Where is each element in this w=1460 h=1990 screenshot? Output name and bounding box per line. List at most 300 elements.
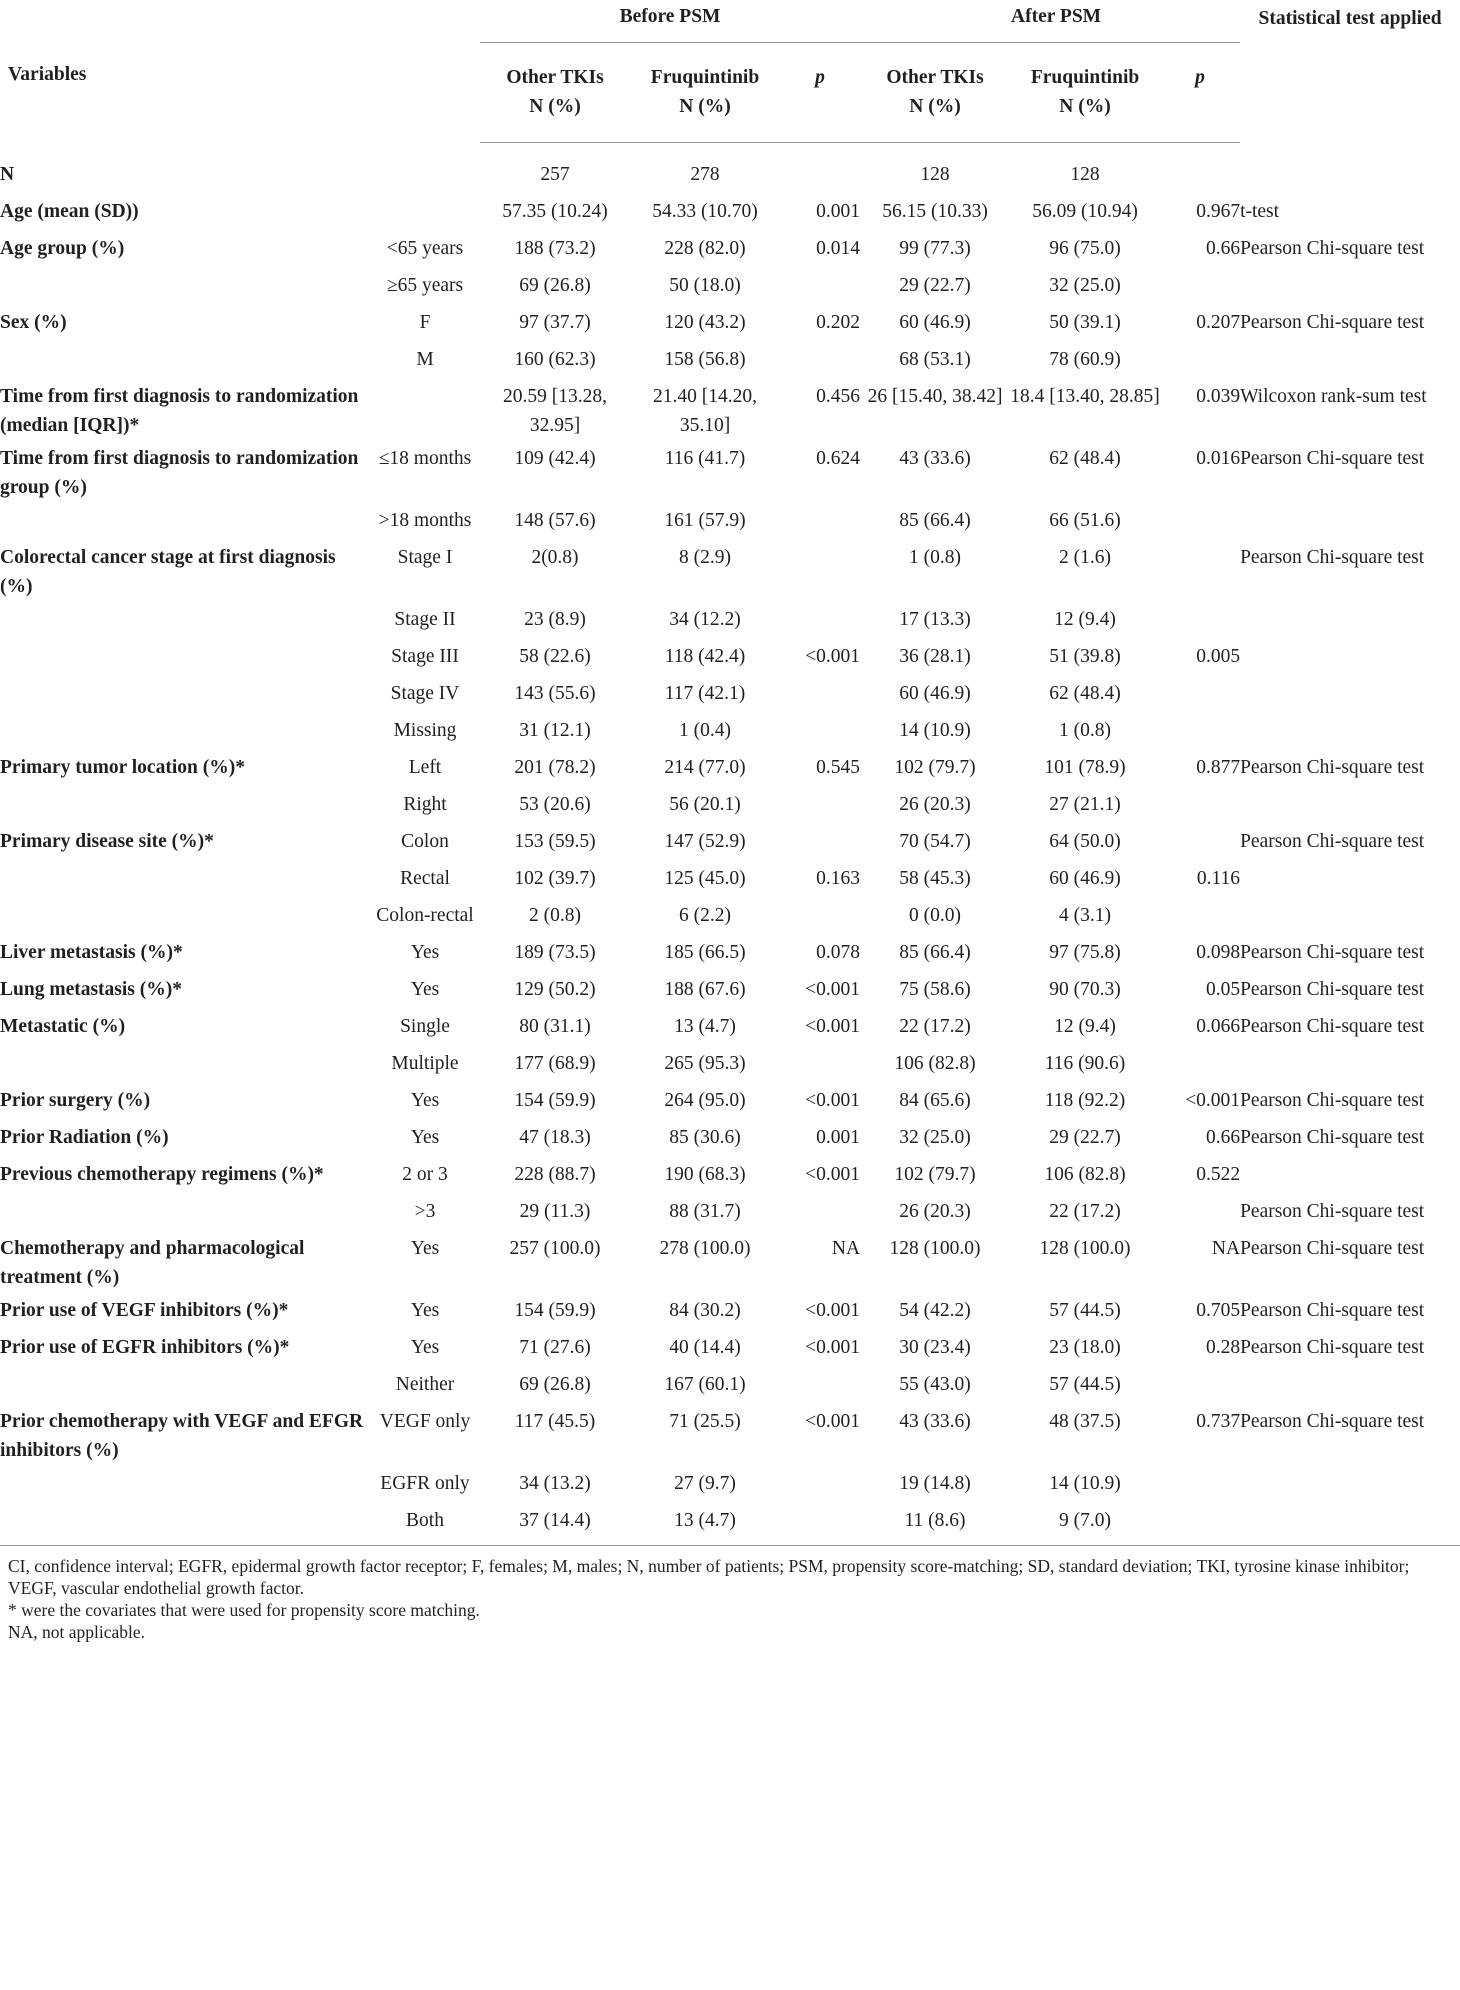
before-other-tkis-cell xyxy=(480,304,630,341)
before-p-text xyxy=(780,156,860,160)
before-other-tkis-text: 80 (31.1) xyxy=(519,1016,591,1037)
before-fruquintinib-text: 228 (82.0) xyxy=(664,238,746,259)
category-cell xyxy=(370,1230,480,1292)
before-other-tkis-text: 31 (12.1) xyxy=(519,720,591,741)
category-text: Stage II xyxy=(394,609,456,630)
category-text: 2 or 3 xyxy=(402,1164,448,1185)
before-fruquintinib-text: 125 (45.0) xyxy=(664,868,746,889)
variable-cell xyxy=(0,1403,370,1465)
variable-text xyxy=(0,1465,370,1469)
variable-cell xyxy=(0,1119,370,1156)
before-other-tkis-text: 69 (26.8) xyxy=(519,275,591,296)
before-p-cell xyxy=(780,638,860,675)
before-other-tkis-cell xyxy=(480,1502,630,1539)
statistical-test-text: Pearson Chi-square test xyxy=(1240,942,1425,963)
table-row xyxy=(0,1008,1460,1045)
category-cell xyxy=(370,1366,480,1403)
before-p-cell xyxy=(780,786,860,823)
before-fruquintinib-text: 147 (52.9) xyxy=(664,831,746,852)
after-other-tkis-text: 1 (0.8) xyxy=(909,547,962,568)
variable-cell xyxy=(0,1082,370,1119)
before-fruquintinib-cell xyxy=(630,1292,780,1329)
before-p-cell xyxy=(780,193,860,230)
table-row xyxy=(0,786,1460,823)
before-p-text: 0.163 xyxy=(816,868,861,889)
before-p-text xyxy=(780,1045,860,1049)
after-fruquintinib-text: 62 (48.4) xyxy=(1049,448,1121,469)
variable-text xyxy=(0,712,370,716)
before-fruquintinib-text: 161 (57.9) xyxy=(664,510,746,531)
before-fruquintinib-cell xyxy=(630,267,780,304)
before-p-cell xyxy=(780,156,860,193)
after-p-cell xyxy=(1160,786,1240,823)
statistical-test-text: t-test xyxy=(1240,201,1280,222)
statistical-test-cell xyxy=(1240,971,1460,1008)
before-fruquintinib-cell xyxy=(630,1156,780,1193)
after-fruquintinib-cell xyxy=(1010,1156,1160,1193)
after-p-cell xyxy=(1160,1045,1240,1082)
statistical-test-text: Pearson Chi-square test xyxy=(1240,238,1425,259)
statistical-test-text: Wilcoxon rank-sum test xyxy=(1240,386,1427,407)
before-other-tkis-text: 29 (11.3) xyxy=(519,1201,591,1222)
before-other-tkis-cell xyxy=(480,1156,630,1193)
after-p-cell xyxy=(1160,1119,1240,1156)
after-p-cell xyxy=(1160,934,1240,971)
header-after-other-tkis xyxy=(860,42,1010,142)
after-p-cell xyxy=(1160,267,1240,304)
variable-text: Time from first diagnosis to randomization group (%) xyxy=(0,448,359,498)
after-p-text xyxy=(1160,1465,1240,1469)
before-other-tkis-text: 153 (59.5) xyxy=(514,831,596,852)
after-fruquintinib-cell xyxy=(1010,267,1160,304)
table-footnotes xyxy=(8,1555,1448,1643)
before-other-tkis-cell xyxy=(480,1465,630,1502)
before-fruquintinib-text: 167 (60.1) xyxy=(664,1374,746,1395)
statistical-test-text: Pearson Chi-square test xyxy=(1240,1090,1425,1111)
after-other-tkis-cell xyxy=(860,1465,1010,1502)
after-fruquintinib-text: 118 (92.2) xyxy=(1044,1090,1126,1111)
category-text: Multiple xyxy=(391,1053,459,1074)
variable-text xyxy=(0,1502,370,1506)
category-text: EGFR only xyxy=(380,1473,470,1494)
table-row xyxy=(0,1230,1460,1292)
after-fruquintinib-text: 101 (78.9) xyxy=(1044,757,1126,778)
after-p-cell xyxy=(1160,1465,1240,1502)
header-after-p: p xyxy=(1160,42,1240,142)
after-fruquintinib-text: 4 (3.1) xyxy=(1059,905,1112,926)
variable-text xyxy=(0,601,370,605)
statistical-test-cell xyxy=(1240,1329,1460,1366)
statistical-test-text: Pearson Chi-square test xyxy=(1240,1238,1425,1259)
before-fruquintinib-cell xyxy=(630,1465,780,1502)
before-fruquintinib-text: 278 (100.0) xyxy=(659,1238,751,1259)
before-other-tkis-text: 228 (88.7) xyxy=(514,1164,596,1185)
after-other-tkis-cell xyxy=(860,1119,1010,1156)
after-fruquintinib-text: 56.09 (10.94) xyxy=(1032,201,1138,222)
after-p-text: <0.001 xyxy=(1185,1090,1241,1111)
before-other-tkis-cell xyxy=(480,378,630,440)
after-fruquintinib-text: 48 (37.5) xyxy=(1049,1411,1121,1432)
after-p-cell xyxy=(1160,601,1240,638)
category-text: Stage III xyxy=(391,646,459,667)
before-other-tkis-text: 37 (14.4) xyxy=(519,1510,591,1531)
before-p-text: 0.202 xyxy=(816,312,861,333)
before-fruquintinib-cell xyxy=(630,860,780,897)
after-fruquintinib-text: 64 (50.0) xyxy=(1049,831,1121,852)
before-other-tkis-text: 20.59 [13.28, 32.95] xyxy=(503,386,607,436)
footnote-covariates: * were the covariates that were used for propensity score matching. xyxy=(8,1600,480,1620)
after-fruquintinib-text: 14 (10.9) xyxy=(1049,1473,1121,1494)
before-p-cell xyxy=(780,934,860,971)
after-other-tkis-cell xyxy=(860,1082,1010,1119)
after-p-cell xyxy=(1160,638,1240,675)
statistical-test-text: Pearson Chi-square test xyxy=(1240,1337,1425,1358)
before-fruquintinib-cell xyxy=(630,1082,780,1119)
statistical-test-cell xyxy=(1240,230,1460,267)
variable-cell xyxy=(0,1008,370,1045)
statistical-test-cell xyxy=(1240,675,1460,712)
header-before-p: p xyxy=(780,42,860,142)
statistical-test-cell xyxy=(1240,1082,1460,1119)
after-fruquintinib-cell xyxy=(1010,1292,1160,1329)
before-fruquintinib-text: 278 xyxy=(690,164,720,185)
before-other-tkis-cell xyxy=(480,1082,630,1119)
before-fruquintinib-text: 214 (77.0) xyxy=(664,757,746,778)
category-cell xyxy=(370,156,480,193)
after-fruquintinib-text: 66 (51.6) xyxy=(1049,510,1121,531)
after-p-text: 0.066 xyxy=(1196,1016,1241,1037)
before-fruquintinib-cell xyxy=(630,675,780,712)
after-fruquintinib-cell xyxy=(1010,1366,1160,1403)
after-other-tkis-cell xyxy=(860,601,1010,638)
after-other-tkis-text: 55 (43.0) xyxy=(899,1374,971,1395)
statistical-test-cell xyxy=(1240,860,1460,897)
table-row xyxy=(0,897,1460,934)
variable-cell xyxy=(0,934,370,971)
statistical-test-cell xyxy=(1240,1008,1460,1045)
after-fruquintinib-cell xyxy=(1010,897,1160,934)
before-p-cell xyxy=(780,823,860,860)
variable-text: Age (mean (SD)) xyxy=(0,201,139,222)
before-fruquintinib-cell xyxy=(630,897,780,934)
before-fruquintinib-cell xyxy=(630,971,780,1008)
variable-text xyxy=(0,860,370,864)
after-other-tkis-text: 19 (14.8) xyxy=(899,1473,971,1494)
category-text xyxy=(370,156,480,160)
after-fruquintinib-cell xyxy=(1010,1008,1160,1045)
before-p-text xyxy=(780,1465,860,1469)
after-other-tkis-text: 14 (10.9) xyxy=(899,720,971,741)
table-row xyxy=(0,1156,1460,1193)
after-other-tkis-cell xyxy=(860,1502,1010,1539)
before-fruquintinib-cell xyxy=(630,341,780,378)
category-text: Single xyxy=(400,1016,450,1037)
variable-cell xyxy=(0,1292,370,1329)
before-fruquintinib-text: 117 (42.1) xyxy=(664,683,746,704)
variable-text: Primary disease site (%)* xyxy=(0,831,214,852)
variable-cell xyxy=(0,823,370,860)
table-row xyxy=(0,1082,1460,1119)
variable-cell xyxy=(0,193,370,230)
before-other-tkis-text: 23 (8.9) xyxy=(524,609,586,630)
before-p-text: NA xyxy=(831,1238,861,1259)
header-after-psm: After PSM xyxy=(860,0,1240,42)
before-p-cell xyxy=(780,1366,860,1403)
table-row xyxy=(0,1292,1460,1329)
before-other-tkis-text: 71 (27.6) xyxy=(519,1337,591,1358)
after-fruquintinib-text: 96 (75.0) xyxy=(1049,238,1121,259)
category-text: Yes xyxy=(410,979,440,1000)
after-other-tkis-cell xyxy=(860,1193,1010,1230)
header-before-fruquintinib xyxy=(630,42,780,142)
before-p-cell xyxy=(780,1193,860,1230)
table-row xyxy=(0,1045,1460,1082)
statistical-test-text: Pearson Chi-square test xyxy=(1240,1016,1425,1037)
before-fruquintinib-cell xyxy=(630,1403,780,1465)
before-fruquintinib-cell xyxy=(630,934,780,971)
before-other-tkis-cell xyxy=(480,638,630,675)
after-p-text xyxy=(1160,823,1240,827)
before-other-tkis-text: 69 (26.8) xyxy=(519,1374,591,1395)
after-other-tkis-text: 0 (0.0) xyxy=(909,905,962,926)
statistical-test-cell xyxy=(1240,712,1460,749)
before-p-text xyxy=(780,712,860,716)
before-p-text: <0.001 xyxy=(805,979,861,1000)
variable-cell xyxy=(0,1366,370,1403)
after-fruquintinib-cell xyxy=(1010,934,1160,971)
category-cell xyxy=(370,712,480,749)
table-row xyxy=(0,1502,1460,1539)
after-other-tkis-text: 60 (46.9) xyxy=(899,683,971,704)
header-after-other-tkis-label: Other TKIs xyxy=(886,66,984,88)
after-p-text xyxy=(1160,502,1240,506)
before-fruquintinib-cell xyxy=(630,749,780,786)
after-p-cell xyxy=(1160,502,1240,539)
after-p-text xyxy=(1160,156,1240,160)
before-p-text: <0.001 xyxy=(805,1300,861,1321)
before-other-tkis-cell xyxy=(480,230,630,267)
statistical-test-cell xyxy=(1240,378,1460,440)
before-p-text: <0.001 xyxy=(805,1090,861,1111)
table-row xyxy=(0,971,1460,1008)
table-row xyxy=(0,193,1460,230)
after-p-cell xyxy=(1160,378,1240,440)
before-p-cell xyxy=(780,539,860,601)
after-p-cell xyxy=(1160,193,1240,230)
after-fruquintinib-text: 18.4 [13.40, 28.85] xyxy=(1010,386,1160,407)
category-text: Yes xyxy=(410,1090,440,1111)
before-other-tkis-text: 129 (50.2) xyxy=(514,979,596,1000)
variable-cell xyxy=(0,440,370,502)
variable-text: Time from first diagnosis to randomization (median [IQR])* xyxy=(0,386,359,436)
variable-cell xyxy=(0,638,370,675)
after-other-tkis-text: 128 xyxy=(920,164,950,185)
before-fruquintinib-text: 54.33 (10.70) xyxy=(652,201,758,222)
before-fruquintinib-text: 50 (18.0) xyxy=(669,275,741,296)
before-other-tkis-text: 109 (42.4) xyxy=(514,448,596,469)
after-other-tkis-text: 32 (25.0) xyxy=(899,1127,971,1148)
statistical-test-text xyxy=(1240,897,1460,901)
statistical-test-text xyxy=(1240,1156,1460,1160)
header-after-other-tkis-n: N (%) xyxy=(909,95,961,117)
before-p-text: <0.001 xyxy=(805,1337,861,1358)
variable-cell xyxy=(0,267,370,304)
before-fruquintinib-cell xyxy=(630,539,780,601)
before-other-tkis-cell xyxy=(480,786,630,823)
before-fruquintinib-text: 84 (30.2) xyxy=(669,1300,741,1321)
table-body xyxy=(0,142,1460,1539)
after-fruquintinib-text: 57 (44.5) xyxy=(1049,1300,1121,1321)
statistical-test-cell xyxy=(1240,786,1460,823)
after-p-cell xyxy=(1160,860,1240,897)
statistical-test-text: Pearson Chi-square test xyxy=(1240,448,1425,469)
after-other-tkis-cell xyxy=(860,786,1010,823)
before-p-text: 0.545 xyxy=(816,757,861,778)
before-other-tkis-cell xyxy=(480,1045,630,1082)
category-cell xyxy=(370,378,480,440)
after-other-tkis-text: 84 (65.6) xyxy=(899,1090,971,1111)
after-fruquintinib-text: 23 (18.0) xyxy=(1049,1337,1121,1358)
after-fruquintinib-text: 60 (46.9) xyxy=(1049,868,1121,889)
after-other-tkis-text: 22 (17.2) xyxy=(899,1016,971,1037)
statistical-test-text xyxy=(1240,156,1460,160)
after-fruquintinib-cell xyxy=(1010,971,1160,1008)
after-other-tkis-cell xyxy=(860,675,1010,712)
before-fruquintinib-text: 6 (2.2) xyxy=(679,905,731,926)
before-p-cell xyxy=(780,1403,860,1465)
category-cell xyxy=(370,1465,480,1502)
category-cell xyxy=(370,1082,480,1119)
variable-text: Colorectal cancer stage at first diagnosis (%) xyxy=(0,547,336,597)
category-text: Missing xyxy=(393,720,457,741)
variable-text: Previous chemotherapy regimens (%)* xyxy=(0,1164,324,1185)
before-other-tkis-cell xyxy=(480,749,630,786)
variable-text: Primary tumor location (%)* xyxy=(0,757,245,778)
statistical-test-cell xyxy=(1240,1193,1460,1230)
statistical-test-cell xyxy=(1240,934,1460,971)
statistical-test-text: Pearson Chi-square test xyxy=(1240,1411,1425,1432)
statistical-test-cell xyxy=(1240,1366,1460,1403)
after-p-cell xyxy=(1160,897,1240,934)
before-fruquintinib-text: 188 (67.6) xyxy=(664,979,746,1000)
category-cell xyxy=(370,304,480,341)
after-other-tkis-cell xyxy=(860,193,1010,230)
after-other-tkis-cell xyxy=(860,823,1010,860)
before-fruquintinib-cell xyxy=(630,440,780,502)
category-text: ≤18 months xyxy=(378,448,472,469)
after-other-tkis-cell xyxy=(860,378,1010,440)
before-other-tkis-text: 201 (78.2) xyxy=(514,757,596,778)
after-other-tkis-text: 26 [15.40, 38.42] xyxy=(867,386,1003,407)
header-before-psm: Before PSM xyxy=(480,0,860,42)
table-row xyxy=(0,502,1460,539)
before-other-tkis-text: 53 (20.6) xyxy=(519,794,591,815)
before-other-tkis-cell xyxy=(480,934,630,971)
after-other-tkis-text: 128 (100.0) xyxy=(889,1238,981,1259)
before-fruquintinib-text: 13 (4.7) xyxy=(674,1510,736,1531)
before-p-cell xyxy=(780,1156,860,1193)
after-other-tkis-cell xyxy=(860,860,1010,897)
after-other-tkis-cell xyxy=(860,1045,1010,1082)
variable-cell xyxy=(0,304,370,341)
header-before-fruquintinib-label: Fruquintinib xyxy=(650,66,760,88)
statistical-test-cell xyxy=(1240,440,1460,502)
table-row xyxy=(0,1465,1460,1502)
table-row xyxy=(0,156,1460,193)
before-fruquintinib-cell xyxy=(630,786,780,823)
after-fruquintinib-text: 22 (17.2) xyxy=(1049,1201,1121,1222)
before-fruquintinib-cell xyxy=(630,193,780,230)
after-other-tkis-cell xyxy=(860,749,1010,786)
category-text: Stage I xyxy=(397,547,453,568)
after-other-tkis-text: 70 (54.7) xyxy=(899,831,971,852)
after-other-tkis-text: 102 (79.7) xyxy=(894,757,976,778)
table-row xyxy=(0,378,1460,440)
after-p-text xyxy=(1160,1366,1240,1370)
before-p-cell xyxy=(780,267,860,304)
table-row xyxy=(0,638,1460,675)
after-p-text: 0.098 xyxy=(1196,942,1241,963)
table-row xyxy=(0,1403,1460,1465)
after-p-cell xyxy=(1160,971,1240,1008)
before-fruquintinib-text: 264 (95.0) xyxy=(664,1090,746,1111)
before-fruquintinib-text: 88 (31.7) xyxy=(669,1201,741,1222)
statistical-test-text xyxy=(1240,675,1460,679)
before-other-tkis-text: 188 (73.2) xyxy=(514,238,596,259)
table-row xyxy=(0,539,1460,601)
after-fruquintinib-text: 12 (9.4) xyxy=(1054,609,1116,630)
before-p-cell xyxy=(780,675,860,712)
table-header xyxy=(0,0,1460,142)
statistical-test-text: Pearson Chi-square test xyxy=(1240,1300,1425,1321)
category-text: M xyxy=(416,349,434,370)
before-fruquintinib-text: 40 (14.4) xyxy=(669,1337,741,1358)
before-p-text: <0.001 xyxy=(805,1164,861,1185)
header-variables-cell xyxy=(0,0,370,142)
before-p-cell xyxy=(780,1292,860,1329)
after-p-text: 0.05 xyxy=(1205,979,1241,1000)
after-other-tkis-cell xyxy=(860,304,1010,341)
after-p-text xyxy=(1160,1502,1240,1506)
after-p-cell xyxy=(1160,1008,1240,1045)
before-other-tkis-text: 154 (59.9) xyxy=(514,1300,596,1321)
after-fruquintinib-cell xyxy=(1010,230,1160,267)
before-p-cell xyxy=(780,1465,860,1502)
before-other-tkis-cell xyxy=(480,897,630,934)
category-text: >18 months xyxy=(378,510,472,531)
after-fruquintinib-text: 62 (48.4) xyxy=(1049,683,1121,704)
variable-text xyxy=(0,1366,370,1370)
before-other-tkis-cell xyxy=(480,1230,630,1292)
before-other-tkis-text: 57.35 (10.24) xyxy=(502,201,608,222)
before-p-text xyxy=(780,539,860,543)
category-cell xyxy=(370,971,480,1008)
table-row xyxy=(0,304,1460,341)
category-text: <65 years xyxy=(386,238,464,259)
after-p-text: 0.039 xyxy=(1196,386,1241,407)
before-p-text xyxy=(780,502,860,506)
after-other-tkis-text: 29 (22.7) xyxy=(899,275,971,296)
statistical-test-cell xyxy=(1240,897,1460,934)
after-fruquintinib-text: 90 (70.3) xyxy=(1049,979,1121,1000)
category-text xyxy=(370,193,480,197)
after-other-tkis-cell xyxy=(860,1008,1010,1045)
after-p-text: 0.005 xyxy=(1196,646,1241,667)
variable-text: Prior chemotherapy with VEGF and EFGR inhibitors (%) xyxy=(0,1411,364,1461)
variable-text xyxy=(0,897,370,901)
category-cell xyxy=(370,934,480,971)
category-text: VEGF only xyxy=(379,1411,471,1432)
